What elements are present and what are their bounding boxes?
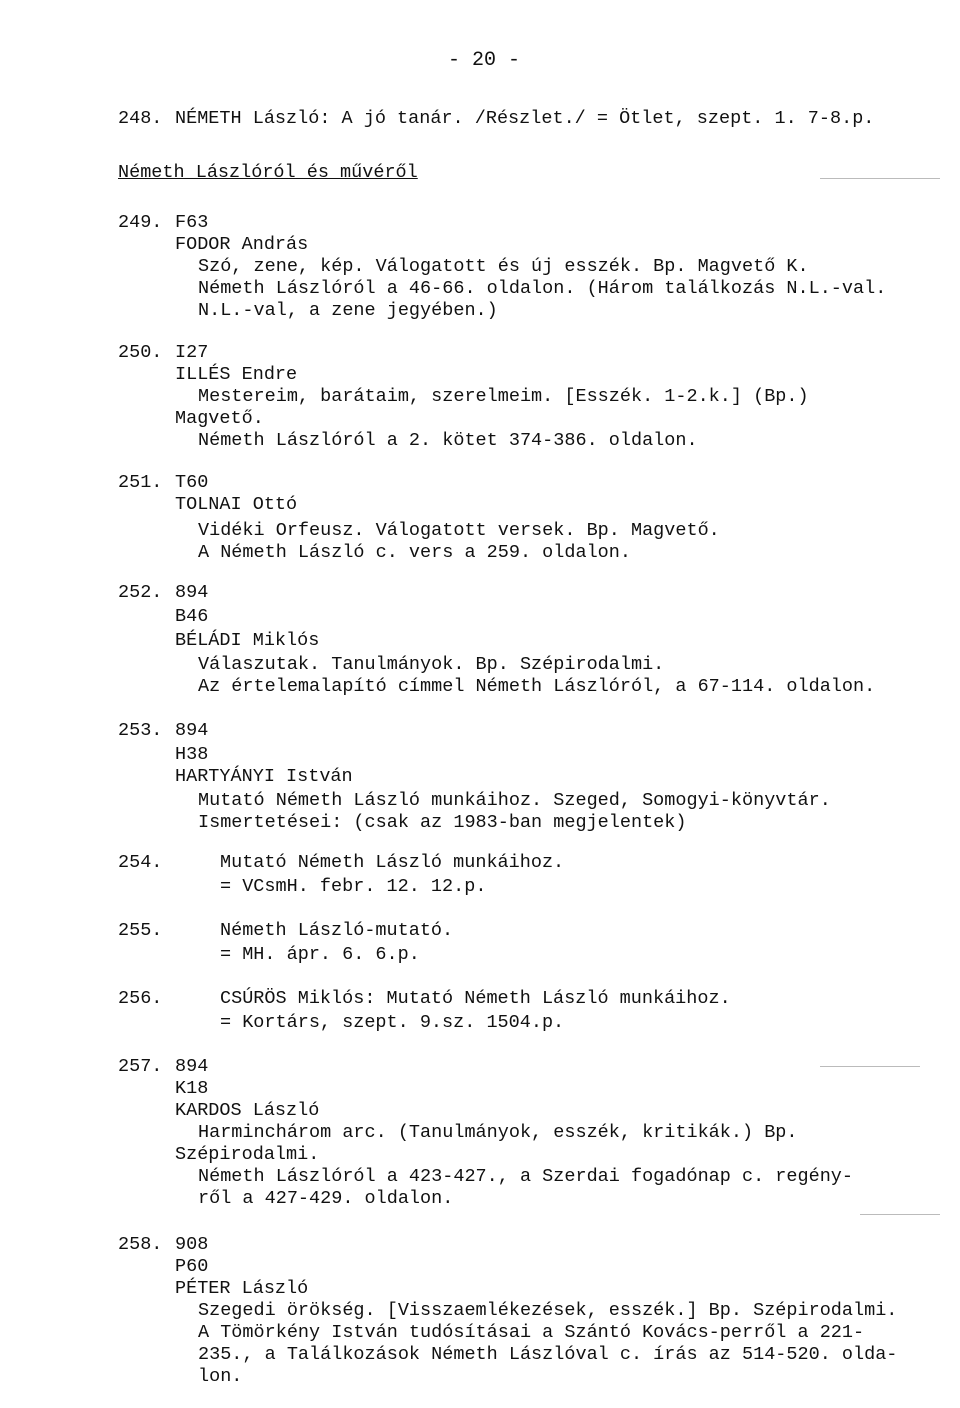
author: FODOR András [175, 234, 309, 255]
scan-mark [820, 1066, 920, 1067]
entry-text: NÉMETH László: A jó tanár. /Részlet./ = Ötlet, szept. 1. 7-8.p. [175, 108, 875, 129]
entry-line: Mutató Németh László munkáihoz. [220, 852, 565, 873]
entry-line: CSÚRÖS Miklós: Mutató Németh László munkáihoz. [220, 988, 731, 1009]
entry-line: Ismertetései: (csak az 1983-ban megjelentek) [198, 812, 687, 833]
entry-number: 256. [118, 988, 163, 1009]
section-heading: Németh Lászlóról és művéről [118, 162, 418, 183]
entry-number: 254. [118, 852, 163, 873]
entry-number: 257. [118, 1056, 163, 1077]
call-number: F63 [175, 212, 209, 233]
call-number: T60 [175, 472, 209, 493]
entry-line: Vidéki Orfeusz. Válogatott versek. Bp. Magvető. [198, 520, 720, 541]
entry-number: 249. [118, 212, 163, 233]
call-number: 894 [175, 720, 209, 741]
call-number: H38 [175, 744, 209, 765]
entry-number: 252. [118, 582, 163, 603]
scan-mark [820, 178, 940, 179]
entry-line: = MH. ápr. 6. 6.p. [220, 944, 420, 965]
entry-line: Németh László-mutató. [220, 920, 454, 941]
entry-line: Magvető. [175, 408, 264, 429]
call-number: P60 [175, 1256, 209, 1277]
entry-line: 235., a Találkozások Németh Lászlóval c. írás az 514-520. olda- [198, 1344, 898, 1365]
entry-line: Harminchárom arc. (Tanulmányok, esszék, kritikák.) Bp. [198, 1122, 798, 1143]
call-number: B46 [175, 606, 209, 627]
entry-line: = VCsmH. febr. 12. 12.p. [220, 876, 487, 897]
entry-line: A Tömörkény István tudósításai a Szántó Kovács-perről a 221- [198, 1322, 865, 1343]
entry-line: Az értelemalapító címmel Németh Lászlóról, a 67-114. oldalon. [198, 676, 876, 697]
entry-line: Szépirodalmi. [175, 1144, 320, 1165]
entry-line: Németh Lászlóról a 2. kötet 374-386. oldalon. [198, 430, 698, 451]
entry-line: Szó, zene, kép. Válogatott és új esszék. Bp. Magvető K. [198, 256, 809, 277]
call-number: 894 [175, 1056, 209, 1077]
entry-line: = Kortárs, szept. 9.sz. 1504.p. [220, 1012, 565, 1033]
entry-number: 248. [118, 108, 163, 129]
entry-line: ről a 427-429. oldalon. [198, 1188, 454, 1209]
page-number: - 20 - [448, 49, 521, 72]
author: HARTYÁNYI István [175, 766, 353, 787]
entry-line: Németh Lászlóról a 423-427., a Szerdai fogadónap c. regény- [198, 1166, 854, 1187]
author: ILLÉS Endre [175, 364, 298, 385]
call-number: 894 [175, 582, 209, 603]
call-number: 908 [175, 1234, 209, 1255]
entry-line: N.L.-val, a zene jegyében.) [198, 300, 498, 321]
call-number: K18 [175, 1078, 209, 1099]
author: TOLNAI Ottó [175, 494, 298, 515]
scan-mark [860, 1214, 940, 1215]
author: PÉTER László [175, 1278, 309, 1299]
entry-line: Németh Lászlóról a 46-66. oldalon. (Három találkozás N.L.-val. [198, 278, 887, 299]
entry-line: Szegedi örökség. [Visszaemlékezések, esszék.] Bp. Szépirodalmi. [198, 1300, 898, 1321]
entry-number: 251. [118, 472, 163, 493]
call-number: I27 [175, 342, 209, 363]
entry-line: A Németh László c. vers a 259. oldalon. [198, 542, 631, 563]
entry-line: Mestereim, barátaim, szerelmeim. [Esszék. 1-2.k.] (Bp.) [198, 386, 809, 407]
entry-line: lon. [198, 1366, 243, 1387]
entry-number: 255. [118, 920, 163, 941]
entry-number: 258. [118, 1234, 163, 1255]
entry-line: Mutató Németh László munkáihoz. Szeged, Somogyi-könyvtár. [198, 790, 831, 811]
author: BÉLÁDI Miklós [175, 630, 320, 651]
entry-number: 250. [118, 342, 163, 363]
author: KARDOS László [175, 1100, 320, 1121]
entry-line: Válaszutak. Tanulmányok. Bp. Szépirodalmi. [198, 654, 665, 675]
entry-number: 253. [118, 720, 163, 741]
